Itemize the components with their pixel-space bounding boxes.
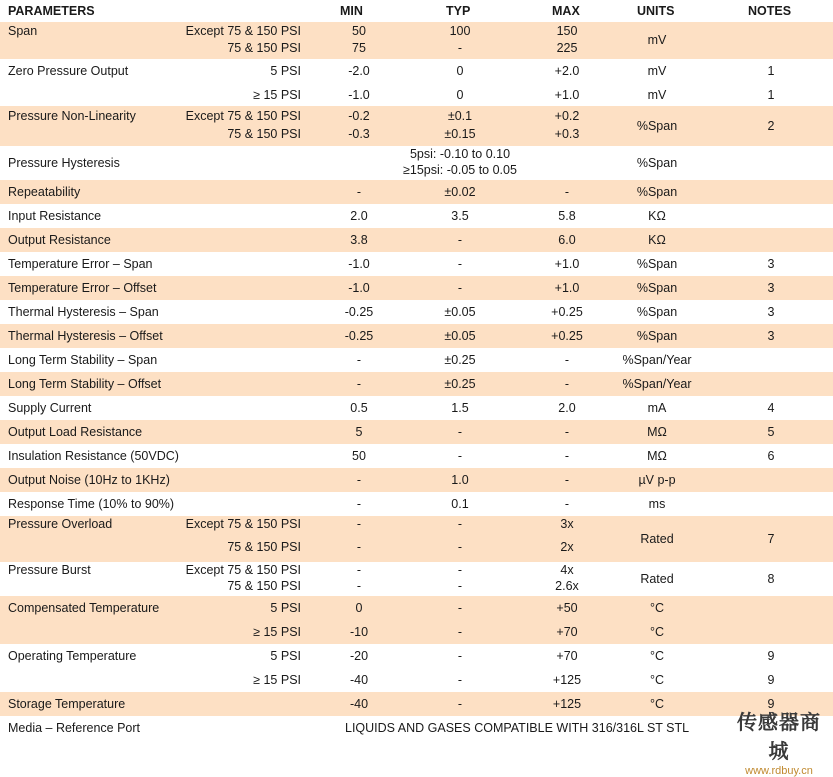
- min-value: 0.5: [350, 401, 368, 415]
- typ-value: ±0.15: [444, 127, 476, 141]
- notes-value: 9: [767, 697, 775, 711]
- parameter-name: Storage Temperature: [8, 697, 126, 711]
- units-value: %Span/Year: [622, 353, 692, 367]
- max-value: 225: [556, 41, 578, 55]
- min-value: -: [356, 353, 362, 367]
- table-row: [0, 644, 833, 692]
- notes-value: 3: [767, 281, 775, 295]
- parameter-name: Compensated Temperature: [8, 601, 160, 615]
- max-value: +0.3: [554, 127, 580, 141]
- typ-value: ±0.25: [444, 377, 476, 391]
- min-value: -40: [349, 673, 369, 687]
- units-value: Rated: [640, 532, 674, 546]
- table-row: [0, 300, 833, 324]
- parameter-name: Zero Pressure Output: [8, 64, 129, 78]
- notes-value: 1: [767, 64, 775, 78]
- table-row: [0, 276, 833, 300]
- parameter-name: Output Resistance: [8, 233, 111, 247]
- table-row: [0, 516, 833, 562]
- header-max: MAX: [552, 4, 580, 18]
- notes-value: 1: [767, 88, 775, 102]
- table-row: [0, 372, 833, 396]
- max-value: +70: [556, 625, 578, 639]
- notes-value: 3: [767, 305, 775, 319]
- typ-value: -: [457, 601, 463, 615]
- typ-value: -: [457, 281, 463, 295]
- max-value: -: [564, 425, 570, 439]
- table-row: [0, 324, 833, 348]
- typ-value: ±0.05: [444, 329, 476, 343]
- max-value: 2.0: [558, 401, 576, 415]
- min-value: -40: [349, 697, 369, 711]
- max-value: +1.0: [554, 281, 580, 295]
- notes-value: 9: [767, 673, 775, 687]
- parameter-name: Output Noise (10Hz to 1KHz): [8, 473, 170, 487]
- parameter-name: Pressure Non-Linearity: [8, 109, 136, 123]
- notes-value: 7: [767, 532, 775, 546]
- typ-value: 0: [456, 64, 464, 78]
- min-value: -: [356, 185, 362, 199]
- min-value: -1.0: [348, 88, 370, 102]
- table-row: [0, 22, 833, 59]
- hysteresis-range-line: 5psi: -0.10 to 0.10: [409, 147, 511, 161]
- min-value: 50: [352, 449, 366, 463]
- typ-value: 1.5: [451, 401, 469, 415]
- units-value: °C: [649, 673, 665, 687]
- units-value: %Span: [636, 305, 678, 319]
- watermark: [729, 706, 829, 777]
- max-value: 3x: [560, 517, 574, 531]
- parameter-name: Pressure Overload: [8, 517, 113, 531]
- typ-value: -: [457, 579, 463, 593]
- table-row: [0, 692, 833, 716]
- typ-value: -: [457, 425, 463, 439]
- units-value: mV: [647, 64, 667, 78]
- table-header: [0, 0, 833, 22]
- min-value: -0.25: [344, 329, 374, 343]
- min-value: -0.2: [348, 109, 370, 123]
- condition: 5 PSI: [270, 601, 301, 615]
- footer-param: Media – Reference Port: [8, 721, 141, 735]
- watermark-brand: 传感器商城: [737, 710, 821, 763]
- condition: 75 & 150 PSI: [227, 540, 301, 554]
- parameter-name: Pressure Burst: [8, 563, 91, 577]
- header-typ: TYP: [446, 4, 471, 18]
- min-value: -1.0: [348, 281, 370, 295]
- max-value: 150: [556, 24, 578, 38]
- units-value: Rated: [640, 572, 674, 586]
- typ-value: -: [457, 517, 463, 531]
- typ-value: 3.5: [451, 209, 469, 223]
- units-value: %Span: [636, 119, 678, 133]
- min-value: -0.3: [348, 127, 370, 141]
- max-value: -: [564, 497, 570, 511]
- max-value: +0.25: [551, 305, 583, 319]
- table-row: [0, 420, 833, 444]
- max-value: -: [564, 377, 570, 391]
- units-value: °C: [649, 601, 665, 615]
- min-value: -: [356, 579, 362, 593]
- typ-value: ±0.25: [444, 353, 476, 367]
- min-value: 50: [352, 24, 366, 38]
- typ-value: 100: [449, 24, 471, 38]
- units-value: %Span: [636, 329, 678, 343]
- max-value: 4x: [560, 563, 574, 577]
- min-value: -: [356, 473, 362, 487]
- header-parameters: PARAMETERS: [8, 4, 95, 18]
- min-value: 75: [352, 41, 366, 55]
- condition: ≥ 15 PSI: [253, 625, 301, 639]
- units-value: mV: [647, 88, 667, 102]
- table-row: [0, 596, 833, 644]
- typ-value: -: [457, 563, 463, 577]
- table-row: [0, 562, 833, 596]
- notes-value: 3: [767, 257, 775, 271]
- typ-value: -: [457, 649, 463, 663]
- parameter-name: Response Time (10% to 90%): [8, 497, 175, 511]
- max-value: +1.0: [554, 257, 580, 271]
- max-value: +125: [552, 673, 582, 687]
- condition: 5 PSI: [270, 64, 301, 78]
- parameter-name: Thermal Hysteresis – Span: [8, 305, 159, 319]
- notes-value: 6: [767, 449, 775, 463]
- parameter-name: Temperature Error – Span: [8, 257, 153, 271]
- min-value: -: [356, 517, 362, 531]
- table-row: [0, 180, 833, 204]
- max-value: +0.2: [554, 109, 580, 123]
- typ-value: -: [457, 449, 463, 463]
- parameter-name: Pressure Hysteresis: [8, 156, 120, 170]
- units-value: %Span: [636, 257, 678, 271]
- typ-value: 1.0: [451, 473, 469, 487]
- max-value: -: [564, 353, 570, 367]
- typ-value: -: [457, 41, 463, 55]
- max-value: 5.8: [558, 209, 576, 223]
- typ-value: -: [457, 257, 463, 271]
- typ-value: -: [457, 673, 463, 687]
- table-row: [0, 492, 833, 516]
- units-value: KΩ: [648, 209, 666, 223]
- typ-value: -: [457, 625, 463, 639]
- watermark-url: www.rdbuy.cn: [745, 765, 813, 777]
- parameter-name: Long Term Stability – Span: [8, 353, 158, 367]
- parameter-name: Input Resistance: [8, 209, 102, 223]
- parameter-name: Operating Temperature: [8, 649, 137, 663]
- min-value: 0: [355, 601, 363, 615]
- notes-value: 9: [767, 649, 775, 663]
- table-row: [0, 228, 833, 252]
- condition: 75 & 150 PSI: [227, 579, 301, 593]
- typ-value: ±0.02: [444, 185, 476, 199]
- min-value: -1.0: [348, 257, 370, 271]
- min-value: -: [356, 377, 362, 391]
- max-value: +50: [556, 601, 578, 615]
- min-value: 5: [355, 425, 363, 439]
- units-value: MΩ: [647, 425, 667, 439]
- min-value: -20: [349, 649, 369, 663]
- max-value: 2.6x: [555, 579, 579, 593]
- units-value: ms: [648, 497, 666, 511]
- max-value: +125: [552, 697, 582, 711]
- table-row: [0, 396, 833, 420]
- table-row: [0, 204, 833, 228]
- max-value: +2.0: [554, 64, 580, 78]
- condition: Except 75 & 150 PSI: [185, 563, 301, 577]
- typ-value: ±0.05: [444, 305, 476, 319]
- max-value: -: [564, 449, 570, 463]
- typ-value: 0: [456, 88, 464, 102]
- hysteresis-range-line: ≥15psi: -0.05 to 0.05: [403, 163, 517, 177]
- condition: Except 75 & 150 PSI: [185, 24, 301, 38]
- condition: 75 & 150 PSI: [227, 41, 301, 55]
- typ-value: -: [457, 540, 463, 554]
- min-value: -0.25: [344, 305, 374, 319]
- units-value: mA: [647, 401, 667, 415]
- condition: Except 75 & 150 PSI: [185, 517, 301, 531]
- notes-value: 4: [767, 401, 775, 415]
- min-value: -: [356, 497, 362, 511]
- units-value: %Span: [636, 156, 678, 170]
- parameter-name: Output Load Resistance: [8, 425, 143, 439]
- table-row: [0, 468, 833, 492]
- units-value: MΩ: [647, 449, 667, 463]
- typ-value: -: [457, 697, 463, 711]
- table-row: [0, 146, 833, 180]
- min-value: 2.0: [350, 209, 368, 223]
- units-value: °C: [649, 649, 665, 663]
- max-value: 2x: [560, 540, 574, 554]
- units-value: µV p-p: [638, 473, 676, 487]
- units-value: %Span: [636, 281, 678, 295]
- typ-value: 0.1: [451, 497, 469, 511]
- condition: Except 75 & 150 PSI: [185, 109, 301, 123]
- condition: 75 & 150 PSI: [227, 127, 301, 141]
- parameter-name: Thermal Hysteresis – Offset: [8, 329, 163, 343]
- parameter-name: Repeatability: [8, 185, 81, 199]
- max-value: -: [564, 473, 570, 487]
- table-row: [0, 252, 833, 276]
- max-value: +0.25: [551, 329, 583, 343]
- notes-value: 3: [767, 329, 775, 343]
- max-value: +1.0: [554, 88, 580, 102]
- units-value: °C: [649, 625, 665, 639]
- header-units: UNITS: [637, 4, 675, 18]
- condition: ≥ 15 PSI: [253, 88, 301, 102]
- media-compatibility-text: LIQUIDS AND GASES COMPATIBLE WITH 316/316L ST STL: [345, 721, 690, 735]
- parameter-name: Long Term Stability – Offset: [8, 377, 162, 391]
- table-row: [0, 106, 833, 146]
- min-value: -10: [349, 625, 369, 639]
- units-value: mV: [647, 33, 667, 47]
- notes-value: 5: [767, 425, 775, 439]
- min-value: -: [356, 563, 362, 577]
- max-value: -: [564, 185, 570, 199]
- min-value: -2.0: [348, 64, 370, 78]
- parameter-name: Supply Current: [8, 401, 92, 415]
- table-row: [0, 444, 833, 468]
- condition: ≥ 15 PSI: [253, 673, 301, 687]
- parameter-name: Temperature Error – Offset: [8, 281, 157, 295]
- header-min: MIN: [340, 4, 363, 18]
- units-value: °C: [649, 697, 665, 711]
- table-row: [0, 348, 833, 372]
- condition: 5 PSI: [270, 649, 301, 663]
- parameter-name: Span: [8, 24, 38, 38]
- typ-value: ±0.1: [447, 109, 473, 123]
- units-value: KΩ: [648, 233, 666, 247]
- units-value: %Span: [636, 185, 678, 199]
- notes-value: 8: [767, 572, 775, 586]
- max-value: 6.0: [558, 233, 576, 247]
- units-value: %Span/Year: [622, 377, 692, 391]
- typ-value: -: [457, 233, 463, 247]
- notes-value: 2: [767, 119, 775, 133]
- table-row: [0, 59, 833, 106]
- header-notes: NOTES: [748, 4, 792, 18]
- max-value: +70: [556, 649, 578, 663]
- min-value: 3.8: [350, 233, 368, 247]
- min-value: -: [356, 540, 362, 554]
- parameter-name: Insulation Resistance (50VDC): [8, 449, 179, 463]
